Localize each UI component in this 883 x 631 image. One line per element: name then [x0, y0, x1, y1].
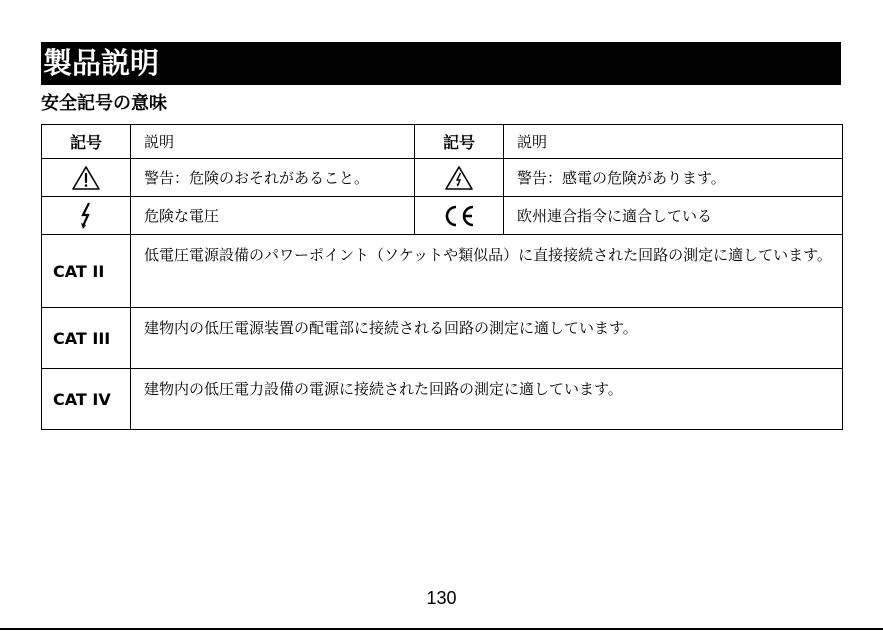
ce-mark-icon	[442, 204, 476, 228]
table-row	[42, 159, 843, 197]
symbol-cell	[415, 197, 504, 235]
symbol-description: 危険な電圧	[131, 197, 415, 235]
header-symbol: 記号	[415, 125, 504, 159]
section-heading: 安全記号の意味	[41, 93, 167, 114]
category-description: 建物内の低圧電力設備の電源に接続された回路の測定に適しています。	[131, 369, 843, 430]
header-description: 説明	[504, 125, 843, 159]
header-description: 説明	[131, 125, 415, 159]
header-symbol: 記号	[42, 125, 131, 159]
category-description: 建物内の低圧電源装置の配電部に接続される回路の測定に適しています。	[131, 308, 843, 369]
lightning-bolt-icon	[78, 202, 94, 230]
table-row	[42, 235, 843, 308]
bottom-rule	[0, 628, 883, 630]
symbol-cell	[415, 159, 504, 197]
category-label: CAT III	[42, 308, 131, 369]
category-description: 低電圧電源設備のパワーポイント（ソケットや類似品）に直接接続された回路の測定に適しています。	[131, 235, 843, 308]
symbol-description: 警告：感電の危険があります。	[504, 159, 843, 197]
symbol-cell	[42, 197, 131, 235]
table-row	[42, 369, 843, 430]
table-row	[42, 197, 843, 235]
warning-triangle-icon	[71, 165, 101, 191]
table-row	[42, 308, 843, 369]
symbol-cell	[42, 159, 131, 197]
symbol-description: 警告：危険のおそれがあること。	[131, 159, 415, 197]
symbol-description: 欧州連合指令に適合している	[504, 197, 843, 235]
page-number: 130	[426, 588, 457, 608]
electric-shock-warning-icon	[444, 165, 474, 191]
category-label: CAT II	[42, 235, 131, 308]
table-header-row	[42, 125, 843, 159]
page-title: 製品説明	[41, 42, 841, 85]
safety-symbols-table	[41, 124, 843, 430]
category-label: CAT IV	[42, 369, 131, 430]
